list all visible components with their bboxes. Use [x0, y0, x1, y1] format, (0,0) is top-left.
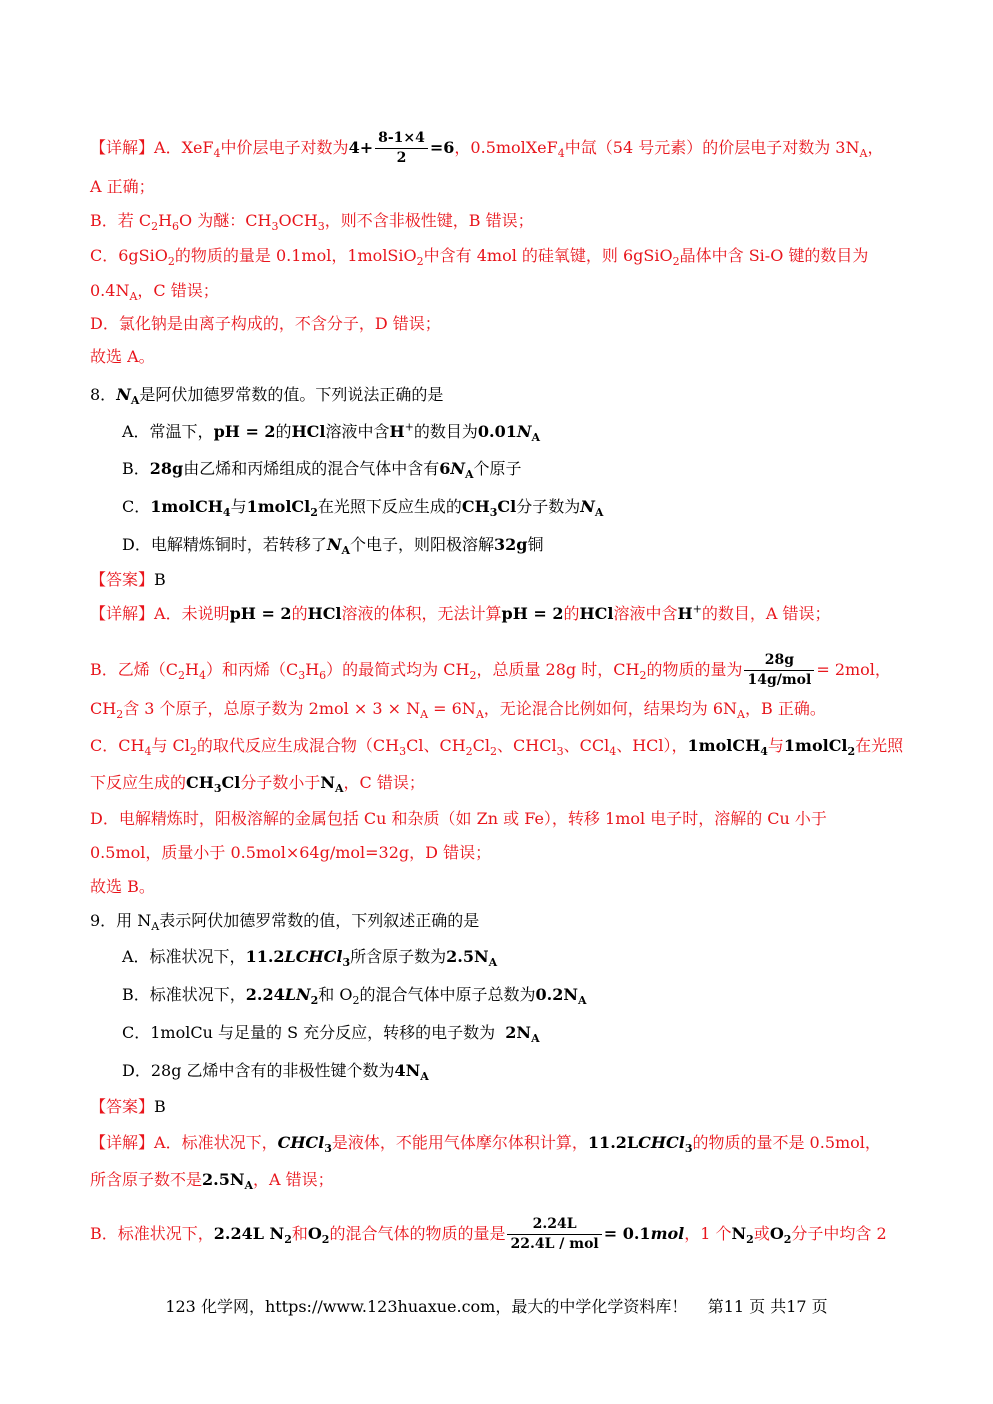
explanation-line: B．若 $C_2H_6O$ 为醚：$CH_3OCH_3$，则不含非极性键，B 错误；	[90, 211, 534, 234]
page-footer	[0, 1296, 993, 1318]
option-b: B．标准状况下，$2.24LN_2$和 $O_2$的混合气体中原子总数为$0.2N_A$	[122, 985, 587, 1008]
option-c: C．1molCH$_4$与1molCl$_2$在光照下反应生成的$CH_3Cl$分子数为$N_A$	[122, 497, 604, 520]
option-a: A．常温下，pH = 2的HCl溶液中含H+的数目为$0.01N_A$	[122, 420, 541, 445]
conclusion: 故选 A。	[90, 347, 155, 366]
question-stem: 9．用 $N_A$表示阿伏加德罗常数的值，下列叙述正确的是	[90, 911, 480, 934]
question-stem: 8．$N_A$是阿伏加德罗常数的值。下列说法正确的是	[90, 385, 444, 408]
explanation-line: 0.5mol，质量小于 0.5mol×64g/mol=32g，D 错误；	[90, 843, 492, 862]
option-d: D．28g 乙烯中含有的非极性键个数为$4N_A$	[122, 1061, 429, 1084]
explanation-line: B．乙烯$(C_2H_4)$和丙烯$(C_3H_6)$的最简式均为 $CH_2$，总质量 28g 时，$CH_2$的物质的量为 $\frac{28g}{\text{14g/mol}}$ = 2mol，	[90, 652, 891, 688]
page-number: 第11 页 共17 页	[707, 1297, 828, 1316]
explanation-line: 所含原子数不是$2.5N_A$，A 错误；	[90, 1170, 334, 1193]
explanation-line: 下反应生成的$CH_3Cl$分子数小于$N_A$，C 错误；	[90, 773, 425, 796]
option-d: D．电解精炼铜时，若转移了$N_A$个电子，则阳极溶解32g铜	[122, 535, 544, 558]
explanation-line: C．6gSiO$_2$的物质的量是 0.1mol，1molSiO$_2$中含有 4mol 的硅氧键，则 6gSiO$_2$晶体中含 Si-O 键的数目为	[90, 246, 869, 269]
explanation-line: $0.4N_A$，C 错误；	[90, 281, 219, 304]
explanation-line: D．氯化钠是由离子构成的，不含分子，D 错误；	[90, 314, 441, 333]
option-b: B．28g由乙烯和丙烯组成的混合气体中含有$6N_A$个原子	[122, 459, 522, 482]
fraction: $\frac{28g}{\text{14g/mol}}$	[744, 652, 814, 689]
explanation-line: A 正确；	[90, 177, 155, 196]
explanation-line: B．标准状况下，2.24L $N_2$和$O_2$的混合气体的物质的量是 $\frac{2.24L}{\text{22.4L / mol}}$ = 0.1mol，1 个$N_2$或$O_2$分子中均含 2	[90, 1216, 887, 1252]
answer: 【答案】B	[90, 570, 166, 589]
conclusion: 故选 B。	[90, 877, 155, 896]
fraction: $\frac{2.24L}{\text{22.4L / mol}}$	[507, 1216, 601, 1253]
explanation-line: 【详解】A．未说明pH = 2的HCl溶液的体积，无法计算pH = 2的HCl溶液中含H+的数目，A 错误；	[90, 602, 831, 623]
footer-site: 123 化学网，https://www.123huaxue.com，最大的中学化学资料库！	[165, 1297, 688, 1316]
explanation-line: D．电解精炼时，阳极溶解的金属包括 Cu 和杂质（如 Zn 或 Fe），转移 1mol 电子时，溶解的 Cu 小于	[90, 809, 827, 828]
option-a: A．标准状况下，11.2LCHCl$_3$所含原子数为$2.5N_A$	[122, 947, 498, 970]
option-c: C．1molCu 与足量的 S 充分反应，转移的电子数为 $2N_A$	[122, 1023, 540, 1046]
explanation-line: 【详解】A．标准状况下，CHCl$_3$是液体，不能用气体摩尔体积计算，11.2LCHCl$_3$的物质的量不是 0.5mol，	[90, 1133, 881, 1156]
explanation-line: 【详解】A．XeF$_4$中价层电子对数为4+ $\frac{8-1\times 4}{2}$ =6，0.5molXeF$_4$中氙（54 号元素）的价层电子对数为 $3N_A$，	[90, 130, 884, 166]
answer: 【答案】B	[90, 1097, 166, 1116]
explanation-line: $CH_2$含 3 个原子，总原子数为 $2mol \times 3 \times N_A = 6N_A$，无论混合比例如何，结果均为 $6N_A$，B 正确。	[90, 699, 826, 722]
explanation-line: C．$CH_4$与 $Cl_2$的取代反应生成混合物（$CH_3Cl$、$CH_2Cl_2$、CHCl$_3$、CCl$_4$、HCl），1molCH$_4$与1molCl$_2$在光照	[90, 736, 904, 759]
fraction: $\frac{8-1\times 4}{2}$	[375, 130, 428, 167]
